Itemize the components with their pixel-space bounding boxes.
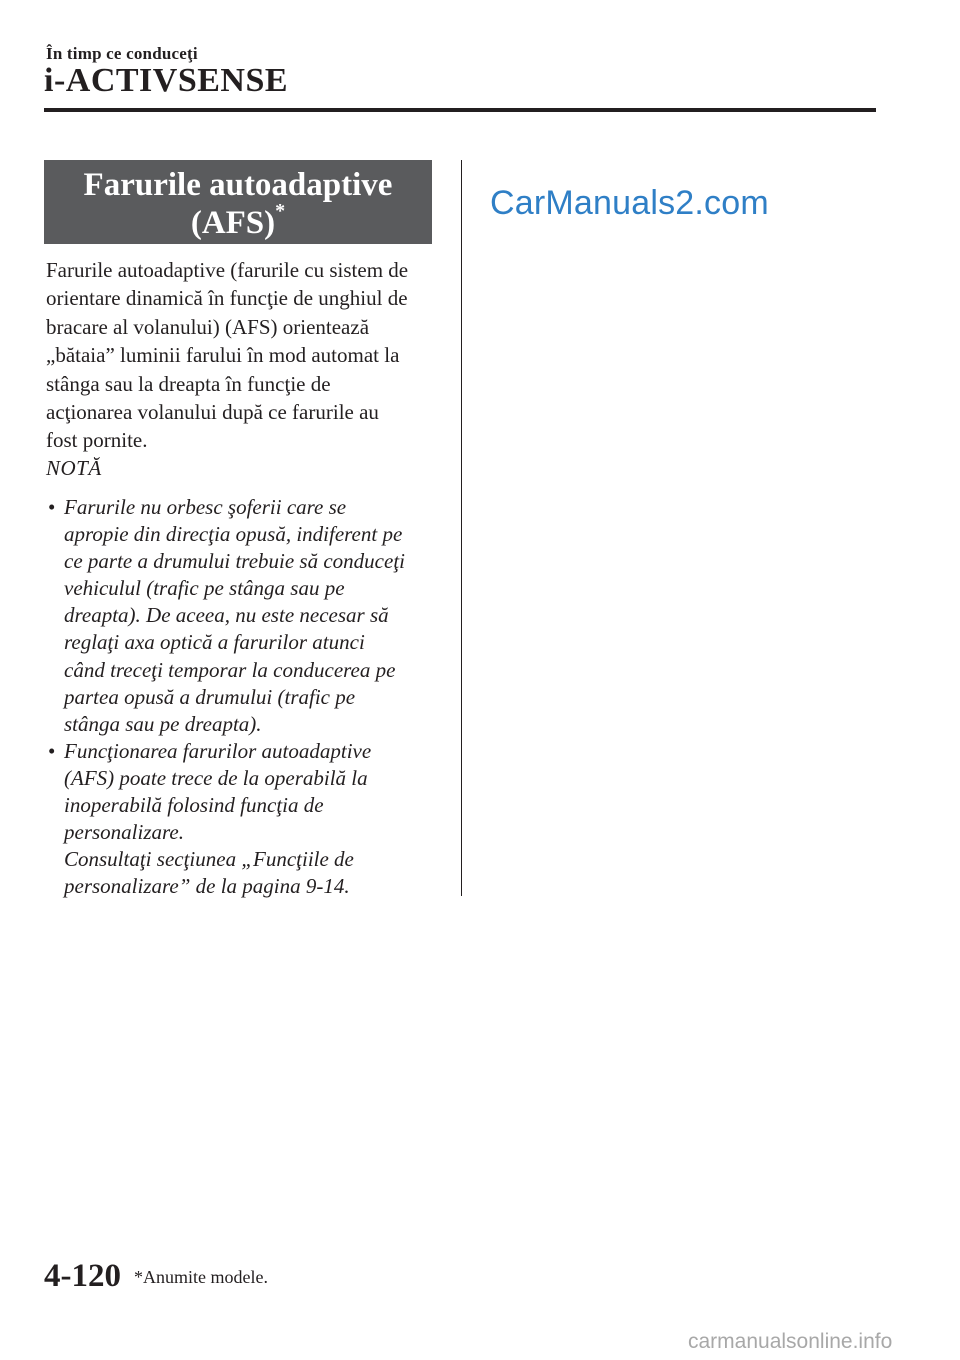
intro-line: fost pornite. [46,428,148,453]
footnote: *Anumite modele. [134,1267,268,1287]
note-heading: NOTĂ [46,456,102,480]
note-list [46,494,446,900]
note-line: personalizare. [64,820,184,845]
site-watermark: carmanualsonline.info [688,1330,893,1353]
note-item [46,494,446,738]
section-title-line1: Farurile autoadaptive [83,167,393,203]
section-title-line2-wrap [44,200,432,242]
bullet-icon: • [48,738,56,763]
section-title-line2: (AFS) [190,205,276,241]
intro-line: „bătaia” luminii farului în mod automat la [46,343,400,368]
note-line: când treceţi temporar la conducerea pe [64,657,396,682]
column-divider [461,160,462,896]
note-line: reglaţi axa optică a farurilor atunci [64,630,365,655]
note-line: vehiculul (trafic pe stânga sau pe [64,576,345,601]
bullet-icon: • [48,495,56,519]
section-title-footnote-mark: * [275,200,286,222]
note-line: apropie din direcţia opusă, indiferent pe [64,522,403,547]
note-line: inoperabilă folosind funcţia de [64,793,324,818]
intro-line: acţionarea volanului după ce farurile au [46,400,379,425]
section-label: În timp ce conduceţi [46,44,198,63]
section-title-box [44,160,432,244]
note-line: stânga sau pe dreapta). [64,711,262,736]
note-item [46,738,446,901]
note-line: ce parte a drumului trebuie să conduceţi [64,549,405,574]
header-divider [44,108,876,112]
intro-line: Farurile autoadaptive (farurile cu sistem de [46,258,409,282]
note-line: Farurile nu orbesc şoferii care se [64,495,347,519]
page-number: 4-120 [44,1258,121,1294]
intro-line: orientare dinamică în funcţie de unghiul de [46,286,408,311]
note-line: (AFS) poate trece de la operabilă la [64,765,368,790]
intro-line: stânga sau la dreapta în funcţie de [46,371,331,396]
note-line: partea opusă a drumului (trafic pe [64,684,356,709]
intro-line: bracare al volanului) (AFS) orientează [46,314,370,339]
chapter-title: i-ACTIVSENSE [44,62,289,99]
note-line: Funcţionarea farurilor autoadaptive [64,738,372,763]
note-line: Consultaţi secţiunea „Funcţiile de [64,847,354,872]
note-line: dreapta). De aceea, nu este necesar să [64,603,389,628]
note-line: personalizare” de la pagina 9-14. [64,874,350,899]
intro-paragraph [46,256,436,455]
carmanuals-watermark: CarManuals2.com [490,184,769,222]
